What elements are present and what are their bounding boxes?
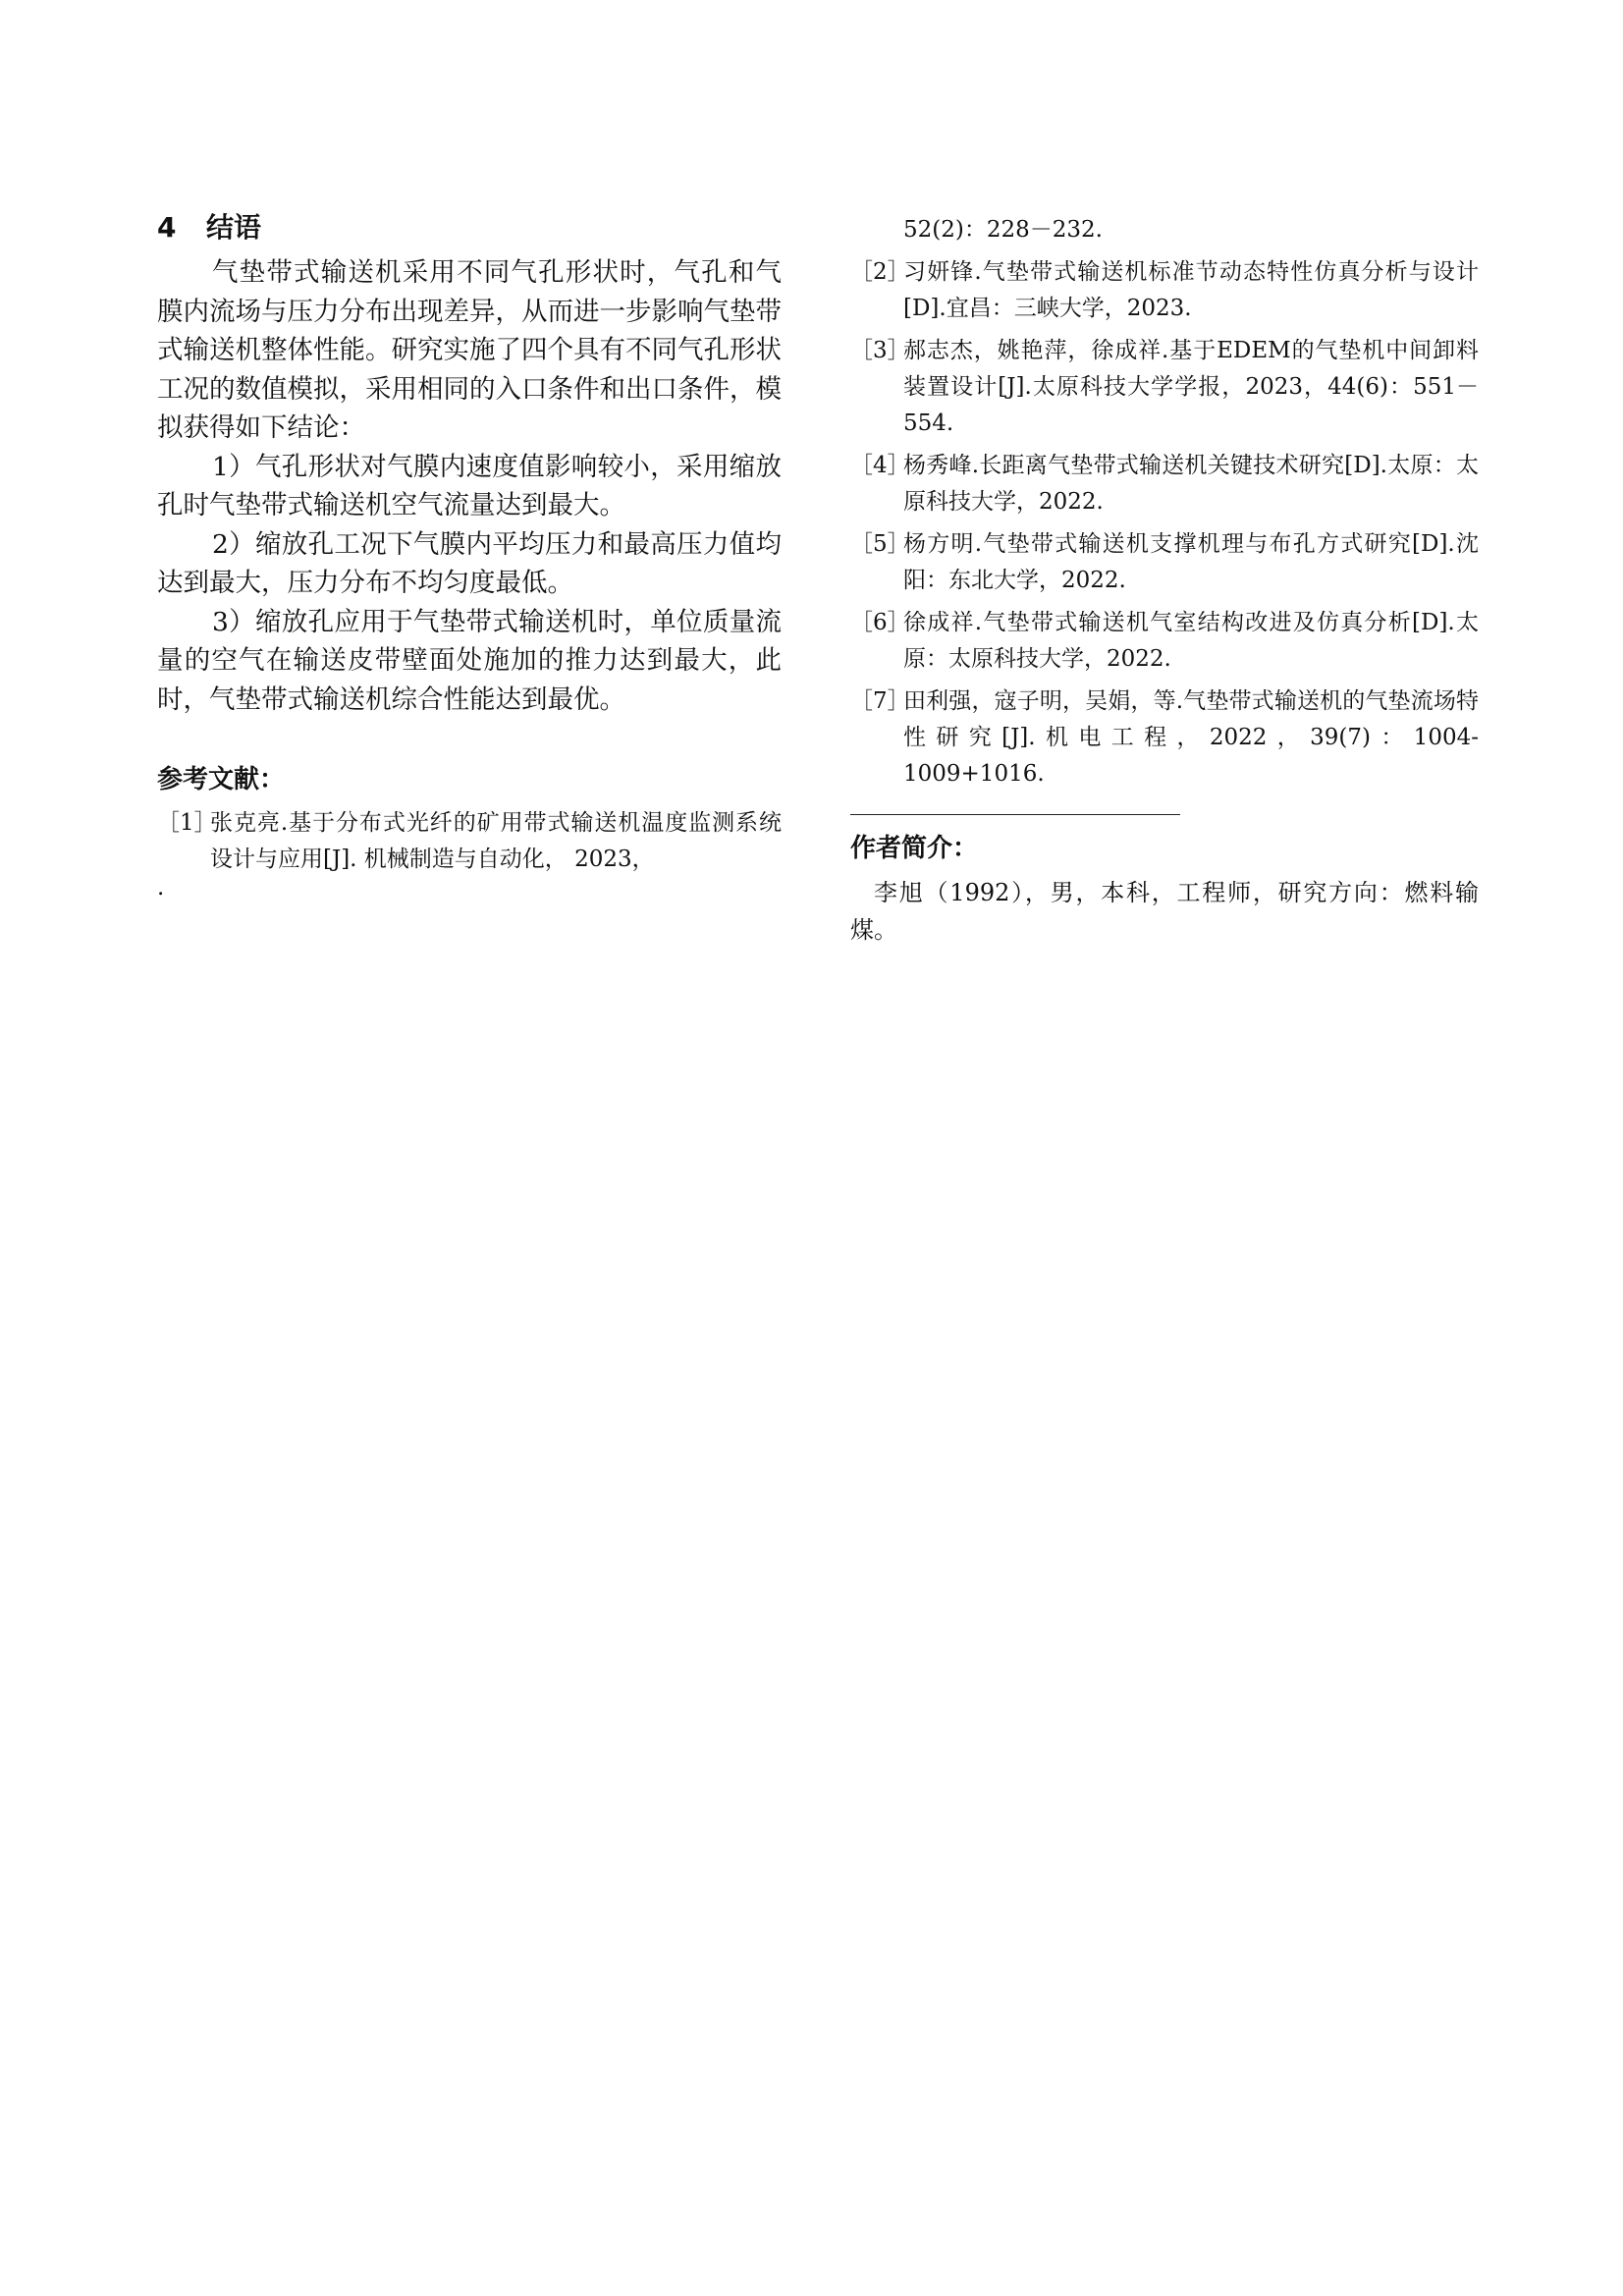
reference-item-4 xyxy=(850,448,1479,520)
conclusion-point-1: 1）气孔形状对气膜内速度值影响较小，采用缩放孔时气垫带式输送机空气流量达到最大。 xyxy=(157,451,782,520)
reference-item-5 xyxy=(850,526,1479,599)
reference-item-7 xyxy=(850,683,1479,793)
conclusion-point-2: 2）缩放孔工况下气膜内平均压力和最高压力值均达到最大，压力分布不均匀度最低。 xyxy=(157,528,782,598)
author-heading: 作者简介： xyxy=(850,834,979,863)
references-heading: 参考文献： xyxy=(157,765,286,794)
reference-text: 张克亮.基于分布式光纤的矿用带式输送机温度监测系统设计与应用[J]. 机械制造与自动化， 2023， xyxy=(210,810,782,872)
reference-number: ［3］ xyxy=(850,338,910,363)
reference-text: 徐成祥.气垫带式输送机气室结构改进及仿真分析[D].太原：太原科技大学，2022. xyxy=(903,610,1479,672)
reference-item-6 xyxy=(850,605,1479,678)
reference-number: ［2］ xyxy=(850,259,910,285)
reference-item-3 xyxy=(850,333,1479,442)
reference-number: ［4］ xyxy=(850,453,910,478)
reference-text: 郝志杰，姚艳萍，徐成祥.基于EDEM的气垫机中间卸料装置设计[J].太原科技大学学报，2023，44(6)：551－554. xyxy=(903,338,1479,436)
reference-text: 习妍锋.气垫带式输送机标准节动态特性仿真分析与设计[D].宜昌：三峡大学，2023. xyxy=(903,259,1479,321)
section-heading xyxy=(157,208,782,247)
left-column xyxy=(157,208,782,901)
reference-item-2 xyxy=(850,254,1479,327)
conclusion-point-3: 3）缩放孔应用于气垫带式输送机时，单位质量流量的空气在输送皮带壁面处施加的推力达到最大，此时，气垫带式输送机综合性能达到最优。 xyxy=(157,606,782,715)
reference-number: ［6］ xyxy=(850,610,910,635)
reference-number: ［5］ xyxy=(850,531,910,557)
conclusion-intro: 气垫带式输送机采用不同气孔形状时，气孔和气膜内流场与压力分布出现差异，从而进一步影响气垫带式输送机整体性能。研究实施了四个具有不同气孔形状工况的数值模拟，采用相同的入口条件和出口条件，模拟获得如下结论： xyxy=(157,257,782,443)
reference-item-1 xyxy=(157,805,782,878)
column-end-mark: . xyxy=(157,875,165,901)
author-bio: 李旭（1992），男，本科，工程师，研究方向：燃料输煤。 xyxy=(850,879,1479,944)
reference-text: 杨方明.气垫带式输送机支撑机理与布孔方式研究[D].沈阳：东北大学，2022. xyxy=(903,531,1479,593)
reference-text: 杨秀峰.长距离气垫带式输送机关键技术研究[D].太原：太原科技大学，2022. xyxy=(903,453,1479,515)
reference-item-1-continued xyxy=(850,212,1479,248)
section-number: 4 xyxy=(157,211,177,244)
reference-text: 田利强，寇子明，吴娟，等.气垫带式输送机的气垫流场特性研究[J].机电工程，2022，39(7)：1004-1009+1016. xyxy=(903,688,1479,787)
right-column xyxy=(850,208,1479,949)
reference-number: ［7］ xyxy=(850,688,910,714)
section-title: 结语 xyxy=(206,211,262,244)
reference-number: ［1］ xyxy=(157,810,217,836)
footnote-divider xyxy=(850,814,1180,815)
reference-text-continued: 52(2)：228－232. xyxy=(903,217,1103,243)
